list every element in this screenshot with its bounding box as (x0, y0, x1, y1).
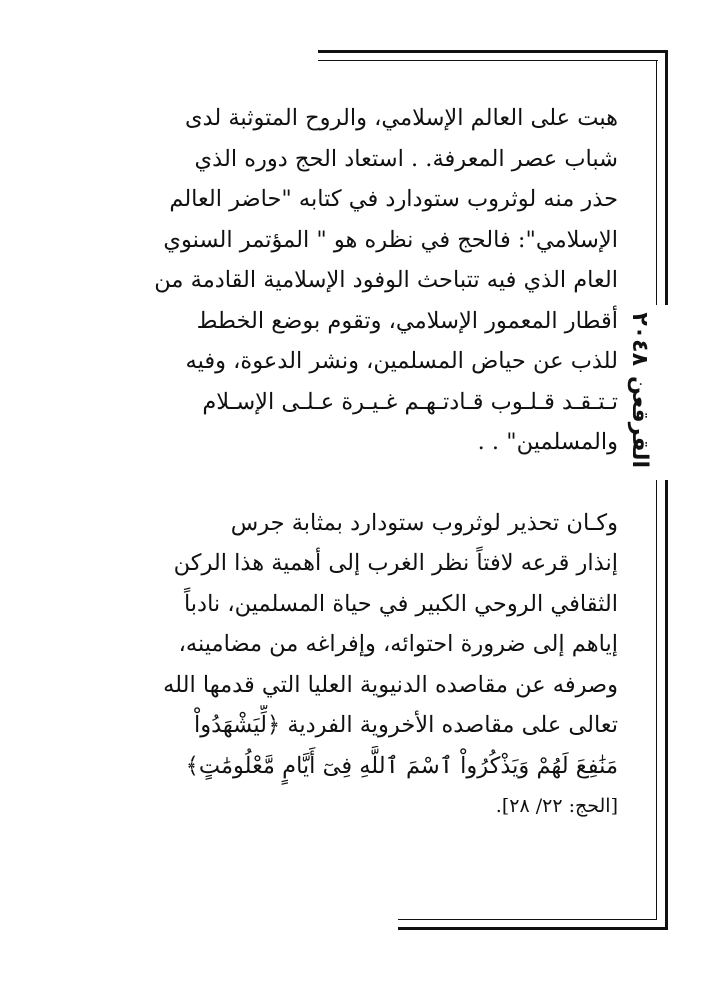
text-line: تعالى على مقاصده الأخروية الفردية ﴿لِّيَشْهَدُواْ (193, 712, 618, 738)
quran-verse-line: مَنَٰفِعَ لَهُمْ وَيَذْكُرُواْ ٱسْمَ ٱللَّهِ فِىٓ أَيَّامٍ مَّعْلُومَٰتٍ﴾ (185, 752, 618, 779)
text-line: إياهم إلى ضرورة احتوائه، وإفراغه من مضامينه، (178, 631, 618, 657)
text-line: الثقافي الروحي الكبير في حياة المسلمين، نادباً (183, 590, 618, 617)
text-line: وكـان تحذير لوثروب ستودارد بمثابة جرس (230, 509, 618, 536)
text-line: وصرفه عن مقاصده الدنيوية العليا التي قدمها الله (163, 671, 618, 698)
text-line: أقطار المعمور الإسلامي، وتقوم بوضع الخطط (196, 307, 618, 334)
text-line: تـتـقـد قـلـوب قـادتـهـم غـيـرة عـلـى الإسـلام (202, 388, 618, 415)
body-text (110, 98, 618, 826)
paragraph-1 (110, 98, 618, 463)
running-header (620, 312, 660, 468)
text-line: إنذار قرعه لافتاً نظر الغرب إلى أهمية هذا الركن (173, 550, 618, 576)
frame-bottom-inner-line (398, 919, 657, 920)
paragraph-2 (110, 503, 618, 787)
frame-bottom-line (398, 927, 668, 930)
paragraph-gap (110, 463, 618, 503)
running-header-title: القرقعن (627, 376, 653, 468)
frame-right-line (665, 50, 668, 305)
page-number: ٢٠٤٨ (627, 312, 653, 367)
verse-reference: [الحج: ٢٢/ ٢٨]. (495, 795, 618, 817)
text-line: شباب عصر المعرفة. . استعاد الحج دوره الذي (194, 145, 618, 172)
frame-top-line (318, 50, 668, 53)
text-line: حذر منه لوثروب ستودارد في كتابه "حاضر العالم (169, 186, 618, 212)
frame-right-lower-line (665, 480, 668, 930)
frame-right-lower-inner-line (656, 480, 657, 920)
text-line: الإسلامي": فالحج في نظره هو " المؤتمر السنوي (163, 226, 618, 253)
text-line: للذب عن حياض المسلمين، ونشر الدعوة، وفيه (185, 348, 618, 374)
frame-right-inner-line (656, 60, 657, 305)
text-line: العام الذي فيه تتباحث الوفود الإسلامية القادمة من (154, 267, 618, 293)
text-line: هبت على العالم الإسلامي، والروح المتوثبة لدى (184, 105, 618, 131)
frame-top-inner-line (318, 60, 658, 61)
text-line: والمسلمين" . . (477, 429, 618, 455)
